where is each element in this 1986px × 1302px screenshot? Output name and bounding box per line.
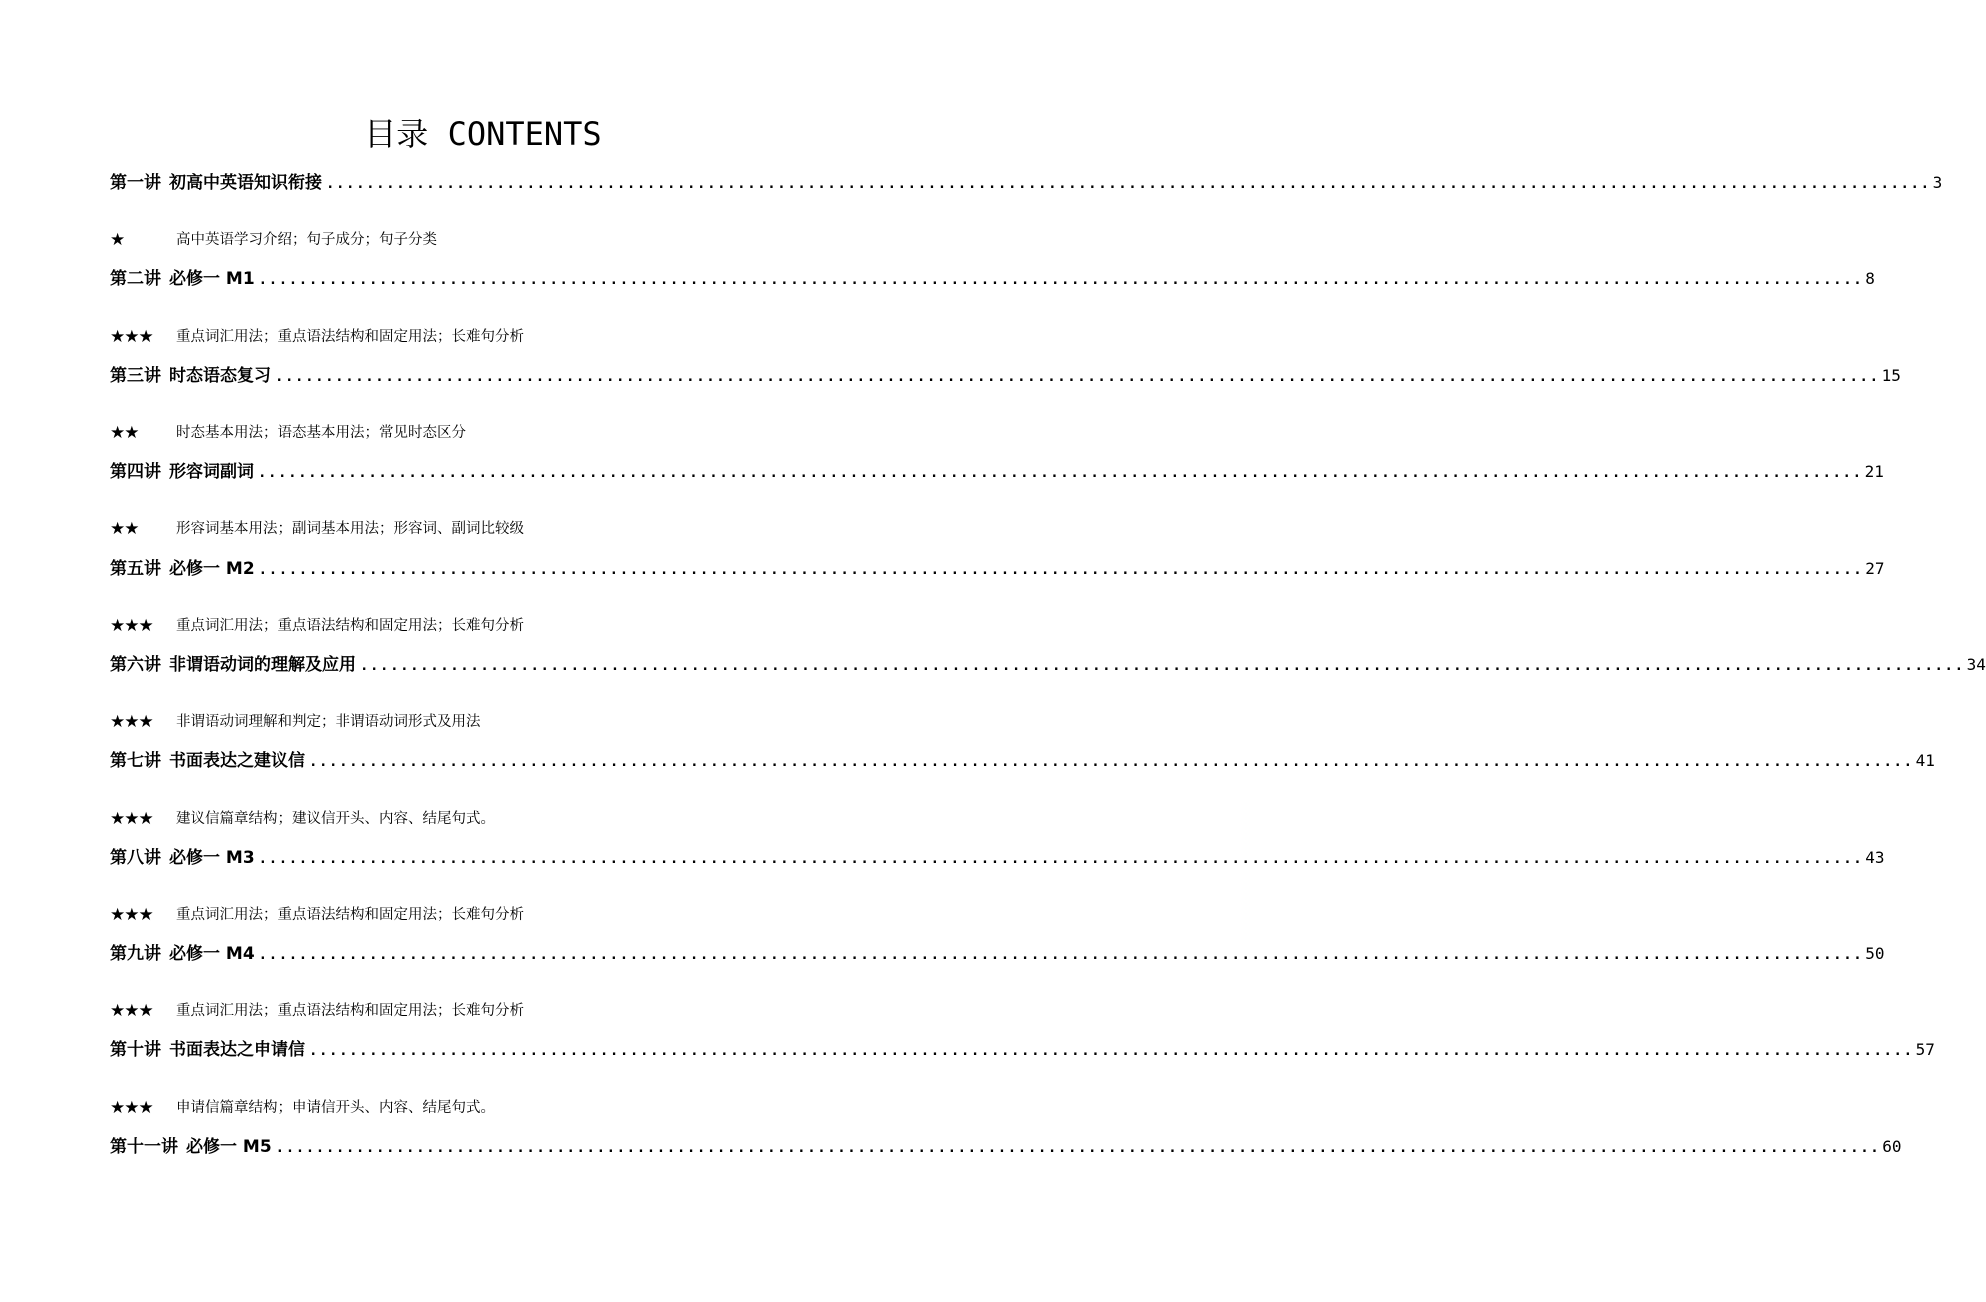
lecture-number: 第九讲 xyxy=(110,944,161,964)
table-of-contents xyxy=(110,168,1986,1180)
lecture-description: 重点词汇用法；重点语法结构和固定用法；长难句分析 xyxy=(176,328,524,345)
difficulty-stars: ★★★ xyxy=(110,904,153,925)
lecture-number: 第六讲 xyxy=(110,654,161,675)
dot-leader: ................................................................................................................................................................ xyxy=(258,465,1863,482)
toc-description xyxy=(110,891,854,939)
lecture-title: 必修一 M4 xyxy=(169,944,255,964)
difficulty-stars: ★★★ xyxy=(110,615,153,636)
lecture-description: 形容词基本用法；副词基本用法；形容词、副词比较级 xyxy=(176,521,524,538)
lecture-title: 初高中英语知识衔接 xyxy=(169,173,322,193)
toc-description xyxy=(110,1084,854,1132)
dot-leader: ................................................................................................................................................................ xyxy=(309,754,1914,771)
difficulty-stars: ★★ xyxy=(110,423,139,444)
lecture-number: 第五讲 xyxy=(110,558,161,579)
page-number: 34 xyxy=(1966,654,1986,674)
difficulty-stars: ★★★ xyxy=(110,808,153,829)
lecture-title: 必修一 M3 xyxy=(169,847,255,868)
toc-entry[interactable] xyxy=(110,554,1885,602)
dot-leader: ................................................................................................................................................................ xyxy=(258,272,1864,289)
page-number: 21 xyxy=(1864,462,1884,482)
dot-leader: ................................................................................................................................................................ xyxy=(258,561,1864,578)
dot-leader: ................................................................................................................................................................ xyxy=(258,947,1864,963)
page-number: 15 xyxy=(1881,365,1901,385)
dot-leader: ................................................................................................................................................................ xyxy=(326,176,1931,192)
difficulty-stars: ★★ xyxy=(110,519,139,540)
toc-entry[interactable] xyxy=(110,168,1943,216)
difficulty-stars: ★★★ xyxy=(110,1097,153,1118)
lecture-description: 申请信篇章结构；申请信开头、内容、结尾句式。 xyxy=(176,1099,495,1116)
lecture-title: 非谓语动词的理解及应用 xyxy=(169,654,356,675)
lecture-number: 第三讲 xyxy=(110,365,161,386)
lecture-title: 形容词副词 xyxy=(169,462,254,483)
lecture-description: 非谓语动词理解和判定；非谓语动词形式及用法 xyxy=(176,714,481,731)
lecture-title: 必修一 M5 xyxy=(186,1136,272,1157)
toc-entry[interactable] xyxy=(110,264,1875,312)
lecture-title: 必修一 M2 xyxy=(169,558,255,579)
toc-description xyxy=(110,216,854,264)
page-number: 8 xyxy=(1865,269,1875,289)
toc-description xyxy=(110,987,854,1035)
toc-entry[interactable] xyxy=(110,746,1935,794)
lecture-number: 第十讲 xyxy=(110,1040,161,1061)
dot-leader: ................................................................................................................................................................ xyxy=(258,850,1864,867)
dot-leader: ................................................................................................................................................................ xyxy=(275,1139,1881,1156)
lecture-description: 重点词汇用法；重点语法结构和固定用法；长难句分析 xyxy=(176,1003,524,1020)
toc-entry[interactable] xyxy=(110,1035,1935,1083)
page-number: 60 xyxy=(1882,1136,1902,1156)
page-number: 50 xyxy=(1865,944,1885,963)
lecture-title: 书面表达之申请信 xyxy=(169,1040,305,1061)
page-number: 41 xyxy=(1915,751,1935,771)
lecture-description: 重点词汇用法；重点语法结构和固定用法；长难句分析 xyxy=(176,617,524,634)
toc-entry[interactable] xyxy=(110,939,1885,987)
dot-leader: ................................................................................................................................................................ xyxy=(309,1043,1914,1060)
page-number: 27 xyxy=(1865,558,1885,578)
lecture-description: 高中英语学习介绍；句子成分；句子分类 xyxy=(176,232,437,249)
lecture-title: 书面表达之建议信 xyxy=(169,751,305,772)
page-number: 3 xyxy=(1932,173,1943,192)
toc-description xyxy=(110,313,854,361)
difficulty-stars: ★ xyxy=(110,230,125,251)
toc-entry[interactable] xyxy=(110,843,1885,891)
page-number: 57 xyxy=(1915,1040,1935,1060)
difficulty-stars: ★★★ xyxy=(110,1001,153,1022)
difficulty-stars: ★★★ xyxy=(110,326,153,347)
lecture-description: 重点词汇用法；重点语法结构和固定用法；长难句分析 xyxy=(176,906,524,923)
toc-description xyxy=(110,698,854,746)
toc-description xyxy=(110,794,854,842)
toc-entry[interactable] xyxy=(110,650,1986,698)
lecture-description: 建议信篇章结构；建议信开头、内容、结尾句式。 xyxy=(176,810,495,827)
dot-leader: ................................................................................................................................................................ xyxy=(360,657,1965,674)
toc-description xyxy=(110,602,854,650)
lecture-number: 第一讲 xyxy=(110,173,161,193)
toc-description xyxy=(110,505,854,553)
lecture-title: 时态语态复习 xyxy=(169,365,271,386)
toc-entry[interactable] xyxy=(110,1132,1902,1180)
lecture-number: 第七讲 xyxy=(110,751,161,772)
toc-description xyxy=(110,409,854,457)
difficulty-stars: ★★★ xyxy=(110,712,153,733)
lecture-number: 第十一讲 xyxy=(110,1136,178,1157)
toc-entry[interactable] xyxy=(110,361,1901,409)
lecture-number: 第八讲 xyxy=(110,847,161,868)
toc-entry[interactable] xyxy=(110,457,1884,505)
lecture-number: 第四讲 xyxy=(110,462,161,483)
lecture-title: 必修一 M1 xyxy=(169,269,255,290)
lecture-description: 时态基本用法；语态基本用法；常见时态区分 xyxy=(176,425,466,442)
lecture-number: 第二讲 xyxy=(110,269,161,290)
page-number: 43 xyxy=(1865,847,1885,867)
page-title: 目录 CONTENTS xyxy=(364,115,602,153)
dot-leader: ................................................................................................................................................................ xyxy=(275,368,1880,385)
